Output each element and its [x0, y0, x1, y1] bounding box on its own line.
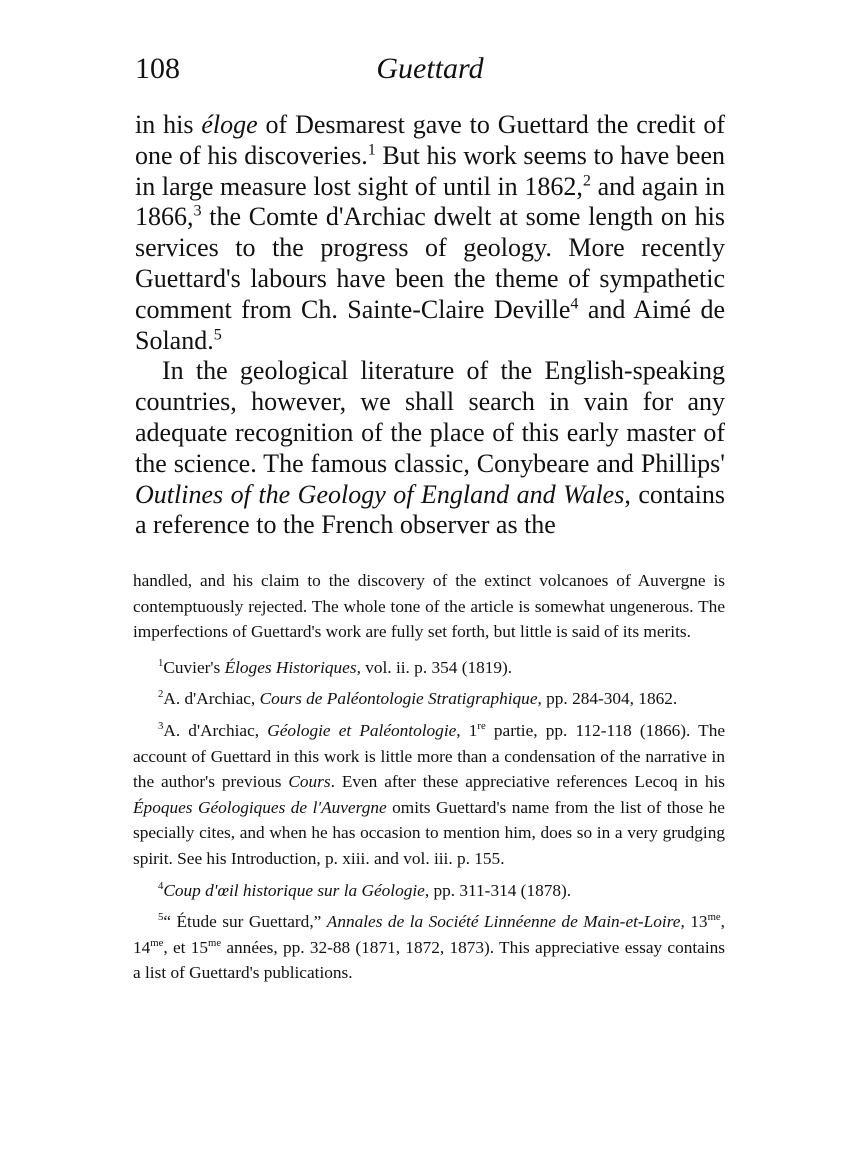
- text-run: partie, pp. 112-118 (1866). The account of Guettard in this work is little more than a condensation of the narrative in the author's previous: [133, 720, 726, 792]
- paragraph-1: [135, 110, 725, 356]
- running-title: Guettard: [376, 52, 484, 85]
- note-marker: me: [150, 936, 164, 949]
- main-text: [135, 110, 725, 541]
- italic-text: Cours: [288, 772, 331, 792]
- text-run: , pp. 311-314 (1878).: [424, 880, 572, 900]
- note-marker: 5: [213, 325, 222, 343]
- note-marker: 3: [158, 720, 164, 733]
- footnote-1: [133, 655, 725, 681]
- page-header: [135, 52, 725, 92]
- text-run: , vol. ii. p. 354 (1819).: [356, 657, 513, 677]
- footnote-2: [133, 686, 725, 712]
- text-run: A. d'Archiac,: [163, 689, 260, 709]
- note-marker: 4: [158, 879, 164, 892]
- text-run: the Comte d'Archiac dwelt at some length on his services to the progress of geology. More recently Guettard's labours have been the theme of sympathetic comment from Ch. Sainte-Claire Deville: [135, 202, 725, 324]
- note-marker: me: [208, 936, 222, 949]
- text-run: But his work seems to have been in large measure lost sight of until in 1862,: [135, 140, 725, 201]
- text-run: omits Guettard's name from the list of those he specially cites, and when he has occasion to mention him, does so in a very grudging spirit. See his Introduction, p. xiii. and vol. iii. p. 155.: [133, 797, 725, 868]
- text-run: , pp. 284-304, 1862.: [537, 689, 678, 709]
- text-run: “ Étude sur Guettard,”: [163, 912, 327, 932]
- italic-text: Outlines of the Geology of England and Wales: [135, 479, 625, 509]
- text-run: A. d'Archiac,: [163, 720, 268, 740]
- note-marker: me: [707, 911, 721, 924]
- footnote-3: [133, 718, 725, 872]
- note-marker: 2: [158, 688, 164, 701]
- text-run: of Desmarest gave to Guettard the credit of one of his discoveries.: [135, 110, 725, 170]
- text-run: , et 15: [163, 937, 208, 957]
- text-run: and Aimé de Soland.: [135, 294, 725, 355]
- italic-text: éloge: [201, 110, 258, 139]
- italic-text: Coup d'œil historique sur la Géologie: [163, 880, 425, 900]
- text-run: , contains a reference to the French observer as the: [135, 479, 725, 540]
- paragraph-2: [135, 356, 725, 541]
- italic-text: Époques Géologiques de l'Auvergne: [133, 797, 387, 817]
- italic-text: Géologie et Paléontologie: [267, 720, 457, 740]
- page-number: 108: [135, 52, 180, 85]
- text-run: . Even after these appreciative references Lecoq in his: [330, 772, 726, 792]
- footnote-5: [133, 909, 725, 986]
- note-marker: 3: [193, 202, 202, 220]
- text-run: handled, and his claim to the discovery of the extinct volcanoes of Auvergne is contemptuously rejected. The whole tone of the article is somewhat ungenerous. The imperfections of Guettard's work are fully set forth, but little is said of its merits.: [133, 571, 725, 642]
- note-marker: 4: [570, 295, 579, 313]
- text-run: , 13: [680, 912, 708, 932]
- footnote-4: [133, 878, 725, 904]
- italic-text: Éloges Historiques: [224, 657, 357, 677]
- note-marker: 1: [158, 657, 164, 670]
- text-run: and again in 1866,: [135, 171, 725, 232]
- text-run: Cuvier's: [163, 657, 225, 677]
- note-marker: 1: [367, 141, 376, 159]
- note-marker: 5: [158, 911, 164, 924]
- text-run: , 1: [456, 720, 478, 740]
- note-marker: re: [477, 720, 486, 733]
- footnote-continuation: [133, 568, 725, 645]
- footnotes: [133, 568, 725, 986]
- italic-text: Annales de la Société Linnéenne de Main-et-Loire: [326, 912, 681, 932]
- text-run: In the geological literature of the English-speaking countries, however, we shall search in vain for any adequate recognition of the place of this early master of the science. The famous classic, Conybeare and Phillips': [135, 356, 725, 478]
- text-run: in his: [135, 110, 202, 139]
- text-run: , 14: [133, 912, 725, 957]
- note-marker: 2: [582, 171, 591, 189]
- text-run: années, pp. 32-88 (1871, 1872, 1873). This appreciative essay contains a list of Guettard's publications.: [133, 937, 726, 983]
- italic-text: Cours de Paléontologie Stratigraphique: [259, 689, 538, 709]
